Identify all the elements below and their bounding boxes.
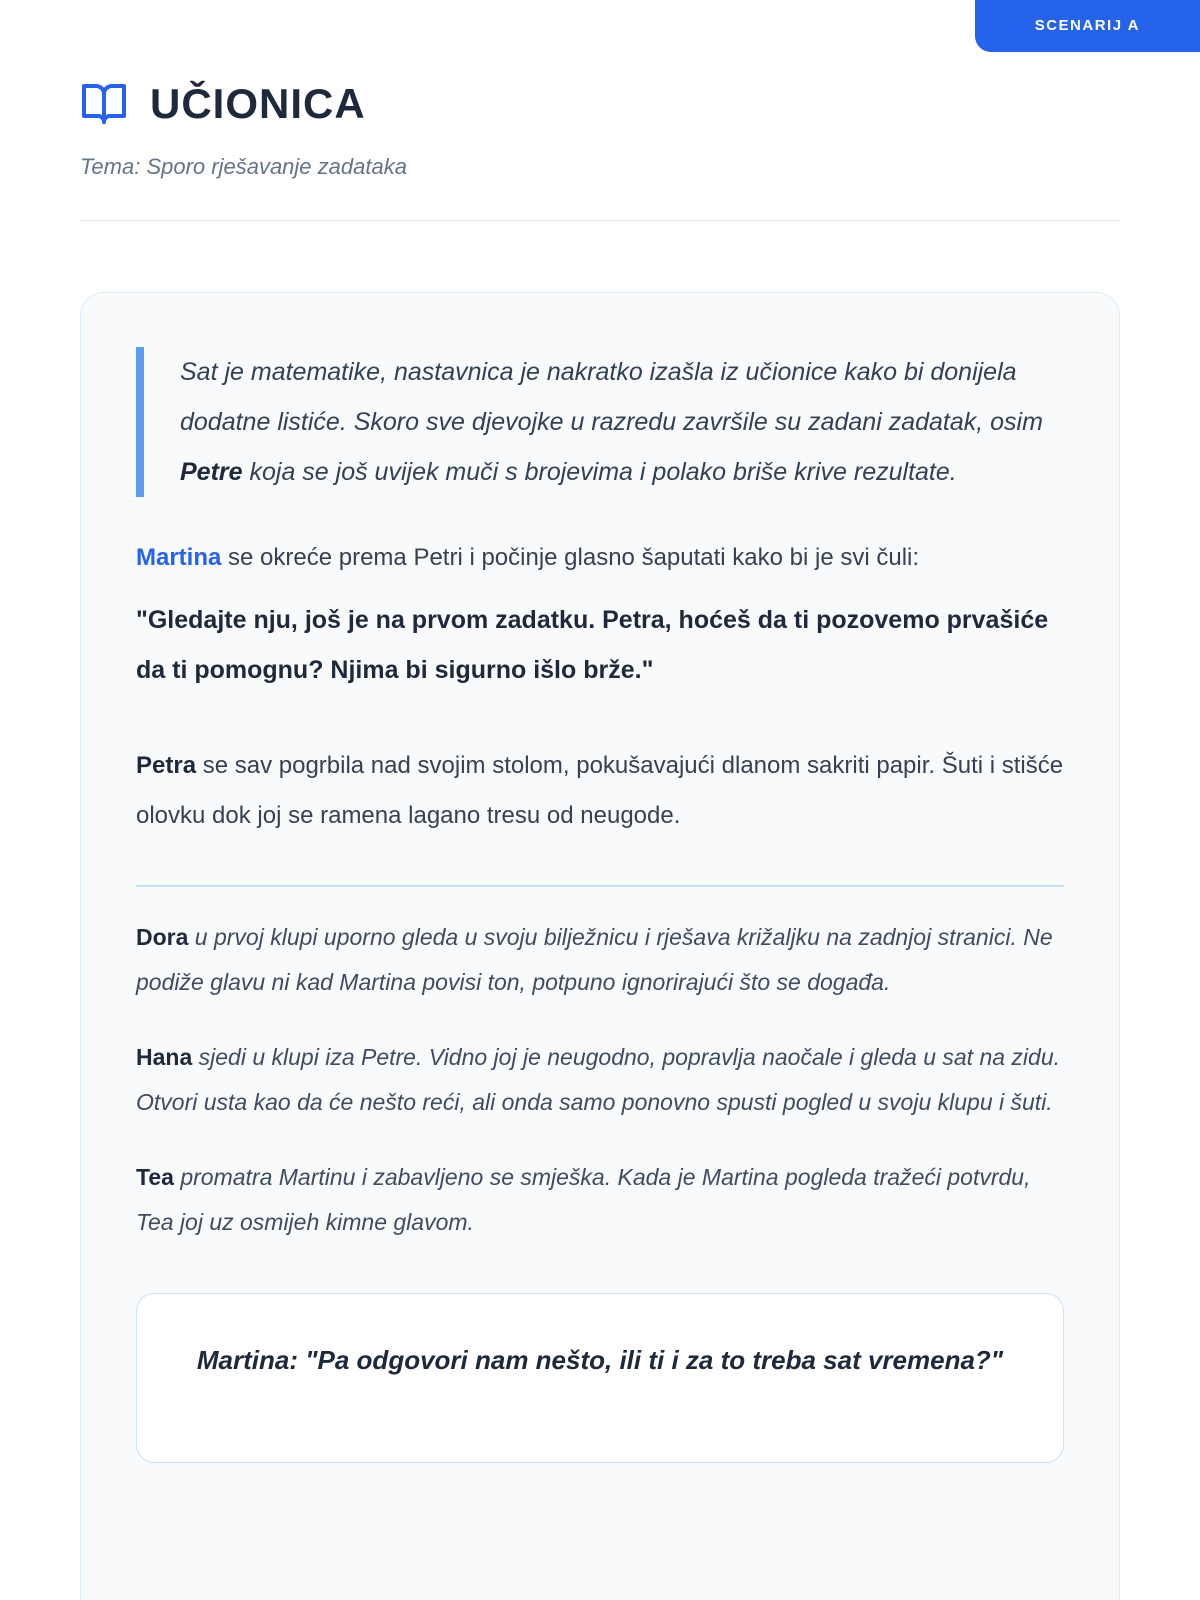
tea-text: promatra Martinu i zabavljeno se smješka. Kada je Martina pogleda tražeći potvrdu, Tea joj uz osmijeh kimne glavom. bbox=[136, 1164, 1031, 1235]
observer-dora bbox=[136, 915, 1064, 1005]
app-title: UČIONICA bbox=[150, 80, 366, 127]
martina-action bbox=[136, 533, 1064, 583]
topic-subtitle: Tema: Sporo rješavanje zadataka bbox=[80, 154, 407, 179]
intro-text-pre: Sat je matematike, nastavnica je nakratko izašla iz učionice kako bi donijela dodatne listiće. Skoro sve djevojke u razredu završile su zadani zadatak, osim bbox=[180, 358, 1043, 436]
scenario-card bbox=[80, 292, 1120, 1600]
observer-hana bbox=[136, 1035, 1064, 1125]
dialogue-line: Martina: "Pa odgovori nam nešto, ili ti i za to treba sat vremena?" bbox=[196, 1345, 1004, 1375]
martina-name: Martina bbox=[136, 544, 222, 571]
dora-name: Dora bbox=[136, 924, 189, 950]
martina-action-text: se okreće prema Petri i počinje glasno šaputati kako bi je svi čuli: bbox=[221, 544, 920, 571]
header-divider bbox=[80, 220, 1120, 221]
martina-quote: "Gledajte nju, još je na prvom zadatku. Petra, hoćeš da ti pozovemo prvašiće da ti pomognu? Njima bi sigurno išlo brže." bbox=[136, 606, 1049, 684]
hana-text: sjedi u klupi iza Petre. Vidno joj je neugodno, popravlja naočale i gleda u sat na zidu. Otvori usta kao da će nešto reći, ali onda samo ponovno spusti pogled u svoju klupu i šuti. bbox=[136, 1044, 1061, 1115]
intro-name-petre: Petre bbox=[180, 458, 243, 486]
observer-tea bbox=[136, 1155, 1064, 1245]
intro-text-post: koja se još uvijek muči s brojevima i polako briše krive rezultate. bbox=[242, 458, 957, 486]
tea-name: Tea bbox=[136, 1164, 174, 1190]
scenario-badge[interactable]: SCENARIJ A bbox=[975, 0, 1200, 52]
header bbox=[80, 0, 1120, 180]
petra-name: Petra bbox=[136, 752, 197, 779]
logo-row bbox=[80, 0, 1120, 128]
petra-reaction bbox=[136, 741, 1064, 841]
dora-text: u prvoj klupi uporno gleda u svoju bilježnicu i rješava križaljku na zadnjoj stranici. Ne podiže glavu ni kad Martina povisi ton, potpuno ignorirajući što se događa. bbox=[136, 924, 1053, 995]
hana-name: Hana bbox=[136, 1044, 193, 1070]
petra-reaction-text: se sav pogrbila nad svojim stolom, pokušavajući dlanom sakriti papir. Šuti i stišće olovku dok joj se ramena lagano tresu od neugode. bbox=[136, 752, 1064, 829]
section-divider bbox=[136, 885, 1064, 887]
dialogue-box bbox=[136, 1293, 1064, 1463]
open-book-icon bbox=[80, 80, 128, 128]
scene-intro-quote bbox=[136, 347, 1064, 497]
